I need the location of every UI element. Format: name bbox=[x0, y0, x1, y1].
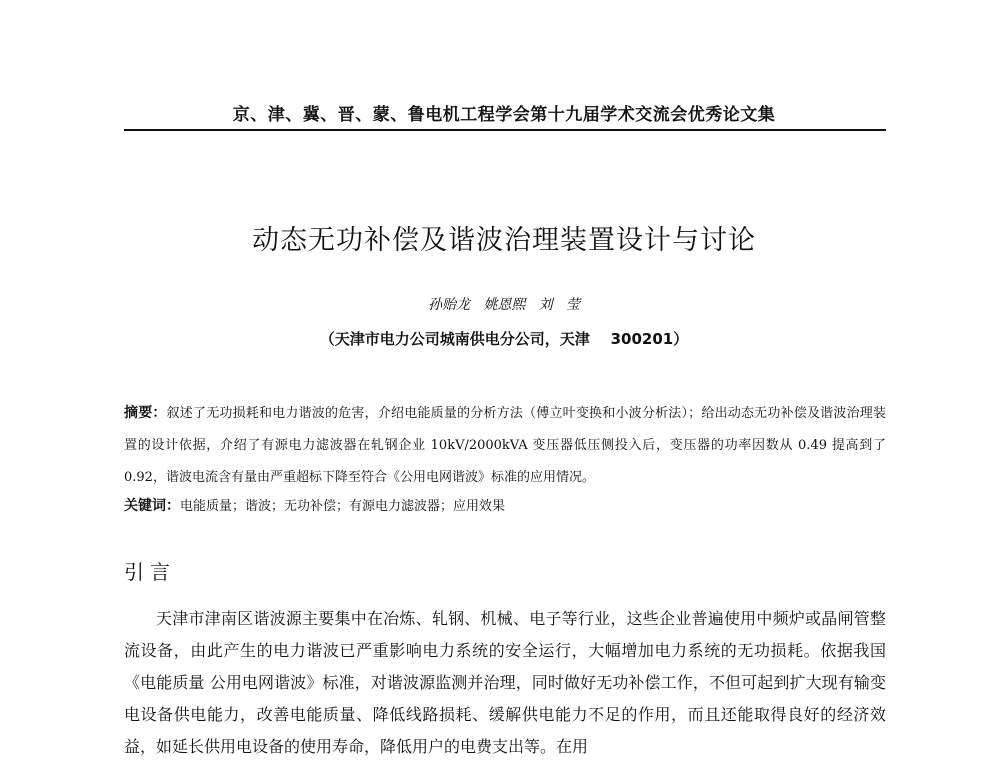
header-rule bbox=[124, 129, 886, 131]
abstract-label: 摘要： bbox=[124, 405, 167, 421]
paper-title: 动态无功补偿及谐波治理装置设计与讨论 bbox=[252, 225, 756, 256]
body-text bbox=[124, 603, 886, 763]
section-heading-introduction: 引言 bbox=[124, 560, 176, 584]
abstract bbox=[124, 397, 886, 494]
running-header: 京、津、冀、晋、蒙、鲁电机工程学会第十九届学术交流会优秀论文集 bbox=[232, 105, 776, 125]
abstract-text: 叙述了无功损耗和电力谐波的危害，介绍电能质量的分析方法（傅立叶变换和小波分析法）；给出动态无功补偿及谐波治理装置的设计依据，介绍了有源电力滤波器在轧钢企业 10kV/2000kVA 变压器低压侧投入后，变压器的功率因数从 0.49 提高到了 0.92，谐波电流含有量由严重超标下降至符合《公用电网谐波》标准的应用情况。 bbox=[124, 406, 886, 485]
author-list: 孙贻龙 姚恩熙 刘 莹 bbox=[427, 297, 581, 313]
keywords bbox=[124, 494, 886, 519]
keywords-text: 电能质量；谐波；无功补偿；有源电力滤波器；应用效果 bbox=[180, 499, 506, 514]
keywords-label: 关键词： bbox=[124, 498, 180, 514]
body-paragraph: 天津市津南区谐波源主要集中在冶炼、轧钢、机械、电子等行业，这些企业普遍使用中频炉或晶闸管整流设备，由此产生的电力谐波已严重影响电力系统的安全运行，大幅增加电力系统的无功损耗。依据我国《电能质量 公用电网谐波》标准，对谐波源监测并治理，同时做好无功补偿工作，不但可起到扩大现有输变电设备供电能力，改善电能质量、降低线路损耗、缓解供电能力不足的作用，而且还能取得良好的经济效益，如延长供用电设备的使用寿命，降低用户的电费支出等。在用 bbox=[124, 609, 886, 756]
author-affiliation: （天津市电力公司城南供电分公司，天津 300201） bbox=[319, 330, 689, 348]
